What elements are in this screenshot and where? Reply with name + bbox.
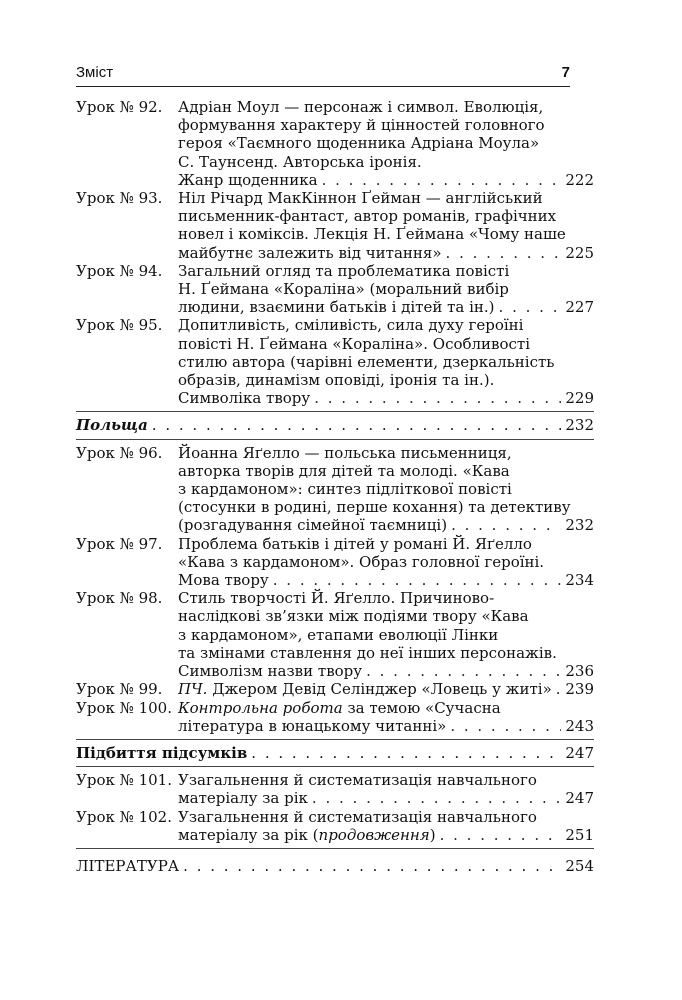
entry-line: Узагальнення й систематизація навчального xyxy=(178,807,537,826)
toc-entry-lesson-92[interactable] xyxy=(76,98,594,189)
entry-line: Мова твору xyxy=(178,571,269,590)
entry-line: людини, взаємини батьків і дітей та ін.) xyxy=(178,298,495,317)
header-section-title: Зміст xyxy=(76,64,114,81)
page-number: 243 xyxy=(565,716,594,735)
entry-line: героя «Таємного щоденника Адріана Моула» xyxy=(178,134,540,153)
page-number: 232 xyxy=(565,416,594,435)
entry-line: Символіка твору xyxy=(178,389,311,408)
dot-leader xyxy=(314,389,561,407)
dot-leader xyxy=(366,662,561,680)
lesson-label: Урок № 102. xyxy=(76,807,172,826)
entry-line: формування характеру й цінностей головного xyxy=(178,116,545,135)
section-divider xyxy=(76,739,594,740)
continuation-note: продовження xyxy=(318,825,430,844)
toc-section-literature[interactable] xyxy=(76,857,594,875)
lesson-label: Урок № 98. xyxy=(76,589,163,608)
toc-entry-lesson-102[interactable] xyxy=(76,808,594,844)
page-number: 247 xyxy=(565,743,594,762)
entry-line: матеріалу за рік ( xyxy=(178,825,319,844)
running-header xyxy=(76,62,570,87)
dot-leader xyxy=(440,826,562,844)
entry-line: Н. Ґеймана «Кораліна» (моральний вибір xyxy=(178,280,509,299)
toc-section-poland[interactable] xyxy=(76,416,594,434)
entry-line: новел і коміксів. Лекція Н. Ґеймана «Чому наше xyxy=(178,225,566,244)
test-title: Контрольна робота xyxy=(178,698,343,717)
lesson-label: Урок № 100. xyxy=(76,698,172,717)
entry-line: «Кава з кардамоном». Образ головної героїні. xyxy=(178,552,545,571)
entry-line: наслідкові зв’язки між подіями твору «Кава xyxy=(178,607,529,626)
lesson-label: Урок № 94. xyxy=(76,261,163,280)
section-title: ЛІТЕРАТУРА xyxy=(76,856,180,875)
dot-leader xyxy=(322,171,562,189)
entry-line: повісті Н. Ґеймана «Кораліна». Особливості xyxy=(178,334,531,353)
toc-entry-lesson-100[interactable] xyxy=(76,699,594,735)
dot-leader xyxy=(183,857,561,875)
toc-section-summary[interactable] xyxy=(76,744,594,762)
toc-entry-lesson-98[interactable] xyxy=(76,589,594,680)
extracurricular-reading-mark: ПЧ. xyxy=(178,680,208,699)
lesson-label: Урок № 97. xyxy=(76,534,163,553)
dot-leader xyxy=(273,571,562,589)
section-divider xyxy=(76,439,594,440)
entry-line: за темою «Сучасна xyxy=(342,698,501,717)
entry-line: Символізм назви твору xyxy=(178,662,363,681)
dot-leader xyxy=(451,516,561,534)
page-number: 225 xyxy=(565,243,594,262)
entry-line: Жанр щоденника xyxy=(178,170,318,189)
toc-entry-lesson-101[interactable] xyxy=(76,771,594,807)
entry-line: (стосунки в родині, перше кохання) та детективу xyxy=(178,498,571,517)
entry-line: та змінами ставлення до неї інших персонажів. xyxy=(178,643,557,662)
page-number: 222 xyxy=(565,170,594,189)
page-number: 239 xyxy=(565,680,594,699)
entry-line: образів, динамізм оповіді, іронія та ін.). xyxy=(178,371,495,390)
dot-leader xyxy=(152,416,562,434)
page-number: 251 xyxy=(565,825,594,844)
toc-entry-lesson-97[interactable] xyxy=(76,535,594,590)
section-divider xyxy=(76,766,594,767)
page-number: 227 xyxy=(565,298,594,317)
dot-leader xyxy=(251,744,561,762)
entry-line: Джером Девід Селінджер «Ловець у житі» xyxy=(212,680,552,699)
table-of-contents xyxy=(76,98,594,878)
entry-line: література в юнацькому читанні» xyxy=(178,716,447,735)
entry-line: Проблема батьків і дітей у романі Й. Яґелло xyxy=(178,534,532,553)
section-divider xyxy=(76,848,594,849)
entry-line: матеріалу за рік xyxy=(178,789,308,808)
page-number: 232 xyxy=(565,516,594,535)
page-number: 236 xyxy=(565,662,594,681)
section-title: Підбиття підсумків xyxy=(76,743,248,762)
entry-line: з кардамоном»: синтез підліткової повісті xyxy=(178,480,512,499)
entry-line: Ніл Річард МакКіннон Ґейман — англійський xyxy=(178,189,543,208)
dot-leader xyxy=(499,298,562,316)
page-number: 254 xyxy=(565,856,594,875)
entry-line: майбутнє залежить від читання» xyxy=(178,243,442,262)
header-page-number: 7 xyxy=(561,64,570,81)
lesson-label: Урок № 101. xyxy=(76,771,172,790)
entry-line: (розгадування сімейної таємниці) xyxy=(178,516,448,535)
lesson-label: Урок № 99. xyxy=(76,680,163,699)
page-number: 247 xyxy=(565,789,594,808)
dot-leader xyxy=(446,244,562,262)
dot-leader xyxy=(450,717,561,735)
page-number: 229 xyxy=(565,389,594,408)
entry-line: Адріан Моул — персонаж і символ. Еволюція, xyxy=(178,98,544,116)
entry-line: стилю автора (чарівні елементи, дзеркальність xyxy=(178,352,555,371)
lesson-label: Урок № 96. xyxy=(76,443,163,462)
entry-line: Допитливість, сміливість, сила духу героїні xyxy=(178,316,524,335)
entry-line: Стиль творчості Й. Яґелло. Причиново- xyxy=(178,589,495,608)
entry-line: ) xyxy=(429,825,436,844)
entry-line: Йоанна Яґелло — польська письменниця, xyxy=(178,443,512,462)
entry-line: авторка творів для дітей та молоді. «Кава xyxy=(178,461,510,480)
entry-line: С. Таунсенд. Авторська іронія. xyxy=(178,152,422,171)
dot-leader xyxy=(556,680,562,698)
section-title: Польща xyxy=(76,416,148,435)
toc-entry-lesson-95[interactable] xyxy=(76,316,594,407)
entry-line: з кардамоном», етапами еволюції Лінки xyxy=(178,625,499,644)
lesson-label: Урок № 93. xyxy=(76,189,163,208)
dot-leader xyxy=(312,789,561,807)
section-divider xyxy=(76,411,594,412)
entry-line: Узагальнення й систематизація навчального xyxy=(178,771,537,790)
toc-entry-lesson-93[interactable] xyxy=(76,189,594,262)
entry-line: Загальний огляд та проблематика повісті xyxy=(178,261,510,280)
page-number: 234 xyxy=(565,571,594,590)
toc-entry-lesson-94[interactable] xyxy=(76,262,594,317)
toc-entry-lesson-99[interactable] xyxy=(76,680,594,698)
entry-line: письменник-фантаст, автор романів, графічних xyxy=(178,207,557,226)
lesson-label: Урок № 92. xyxy=(76,98,163,116)
lesson-label: Урок № 95. xyxy=(76,316,163,335)
toc-entry-lesson-96[interactable] xyxy=(76,444,594,535)
